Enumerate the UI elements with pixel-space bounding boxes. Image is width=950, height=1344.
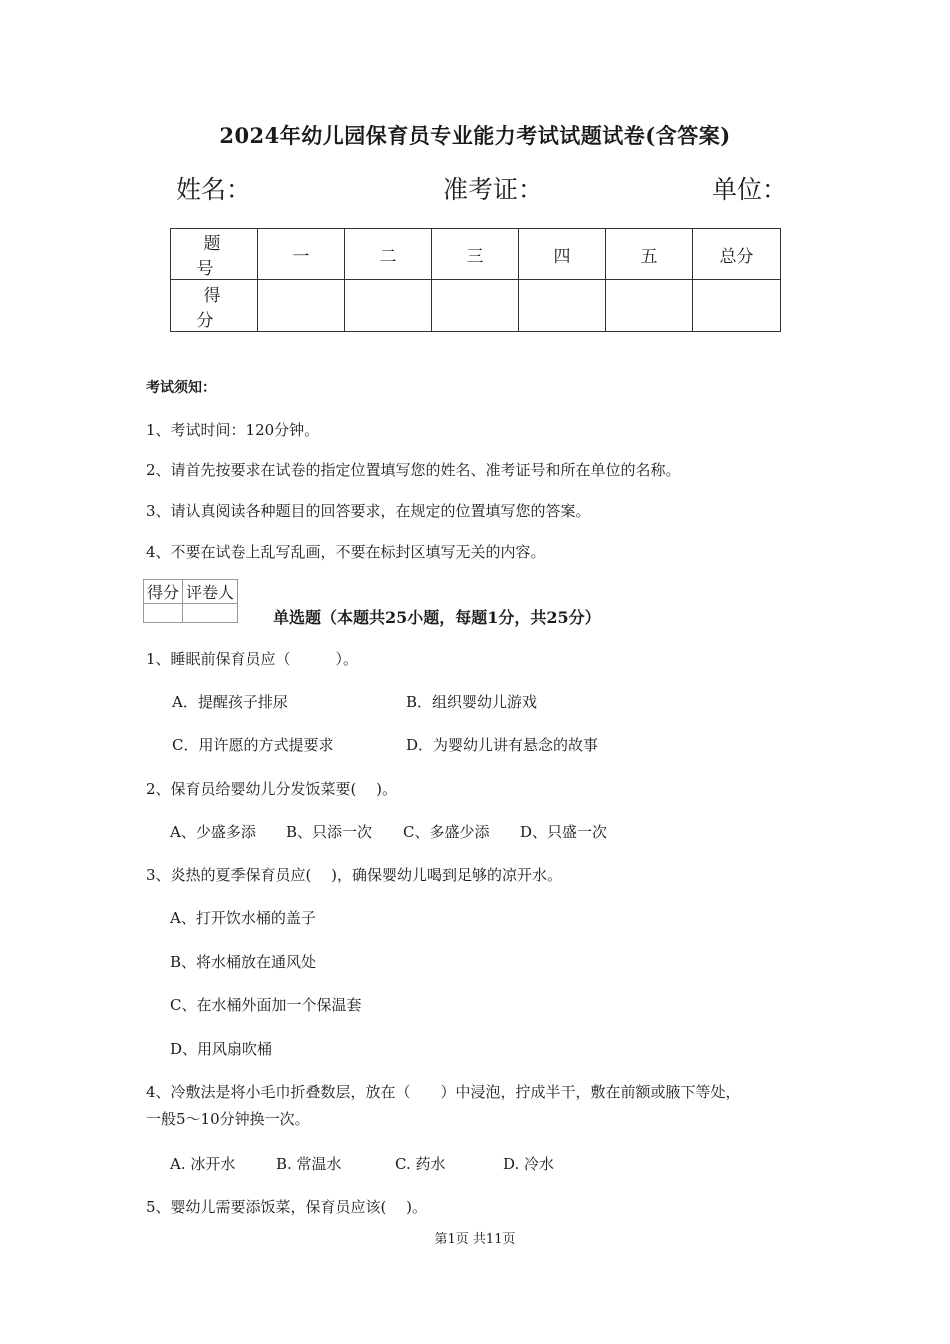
exam-number-field-label: 准考证： xyxy=(443,175,544,204)
option-a[interactable]: A. 冰开水 xyxy=(170,1155,236,1173)
option-c[interactable]: C. 药水 xyxy=(395,1155,446,1173)
name-field-label: 姓名： xyxy=(176,175,252,204)
option-d[interactable]: D. 冷水 xyxy=(503,1155,555,1173)
notice-item: 1、考试时间：120分钟。 xyxy=(146,421,320,439)
score-cell[interactable] xyxy=(345,280,432,332)
row-label-question-no: 题 号 xyxy=(171,229,258,280)
option-d[interactable]: D、用风扇吹桶 xyxy=(170,1040,273,1058)
score-cell[interactable] xyxy=(519,280,606,332)
option-a[interactable]: A、打开饮水桶的盖子 xyxy=(170,909,316,927)
unit-field-label: 单位： xyxy=(712,175,788,204)
grader-box-score-label: 得分 xyxy=(144,580,183,604)
column-header: 一 xyxy=(258,229,345,280)
question-stem: 1、睡眠前保育员应（ ）。 xyxy=(146,650,359,668)
grader-box-grader-cell[interactable] xyxy=(183,604,238,623)
score-cell[interactable] xyxy=(432,280,519,332)
section-title: 单选题（本题共25小题，每题1分，共25分） xyxy=(273,608,601,627)
question-stem: 4、冷敷法是将小毛巾折叠数层，放在（ ）中浸泡，拧成半干，敷在前额或腋下等处， xyxy=(146,1083,741,1101)
question-stem: 3、炎热的夏季保育员应( )，确保婴幼儿喝到足够的凉开水。 xyxy=(146,866,563,884)
option-a[interactable]: A、少盛多添 xyxy=(170,823,256,841)
score-cell[interactable] xyxy=(606,280,693,332)
notice-heading: 考试须知： xyxy=(146,380,216,396)
column-header-total: 总分 xyxy=(693,229,781,280)
option-c[interactable]: C、多盛少添 xyxy=(403,823,490,841)
score-cell-total[interactable] xyxy=(693,280,781,332)
score-table-header-row xyxy=(171,229,781,280)
notice-item: 2、请首先按要求在试卷的指定位置填写您的姓名、准考证号和所在单位的名称。 xyxy=(146,461,681,479)
question-stem: 5、婴幼儿需要添饭菜，保育员应该( )。 xyxy=(146,1198,428,1216)
question-stem: 2、保育员给婴幼儿分发饭菜要( )。 xyxy=(146,780,398,798)
score-table-score-row xyxy=(171,280,781,332)
option-d[interactable]: D、只盛一次 xyxy=(520,823,608,841)
column-header: 三 xyxy=(432,229,519,280)
grader-box xyxy=(143,579,238,623)
grader-box-grader-label: 评卷人 xyxy=(183,580,238,604)
option-a[interactable]: A．提醒孩子排尿 xyxy=(172,693,288,711)
option-b[interactable]: B．组织婴幼儿游戏 xyxy=(406,693,538,711)
option-c[interactable]: C、在水桶外面加一个保温套 xyxy=(170,996,362,1014)
notice-item: 3、请认真阅读各种题目的回答要求，在规定的位置填写您的答案。 xyxy=(146,502,591,520)
page-footer: 第1页 共11页 xyxy=(434,1232,516,1247)
score-cell[interactable] xyxy=(258,280,345,332)
option-b[interactable]: B、将水桶放在通风处 xyxy=(170,953,317,971)
page-title: 2024年幼儿园保育员专业能力考试试题试卷(含答案) xyxy=(219,123,731,148)
column-header: 四 xyxy=(519,229,606,280)
question-stem-continued: 一般5～10分钟换一次。 xyxy=(146,1110,310,1128)
grader-box-score-cell[interactable] xyxy=(144,604,183,623)
option-d[interactable]: D．为婴幼儿讲有悬念的故事 xyxy=(406,736,599,754)
column-header: 二 xyxy=(345,229,432,280)
option-b[interactable]: B、只添一次 xyxy=(286,823,373,841)
option-c[interactable]: C．用许愿的方式提要求 xyxy=(172,736,334,754)
score-table xyxy=(170,228,781,332)
option-b[interactable]: B. 常温水 xyxy=(276,1155,342,1173)
notice-item: 4、不要在试卷上乱写乱画，不要在标封区填写无关的内容。 xyxy=(146,543,546,561)
column-header: 五 xyxy=(606,229,693,280)
row-label-score: 得 分 xyxy=(171,280,258,332)
